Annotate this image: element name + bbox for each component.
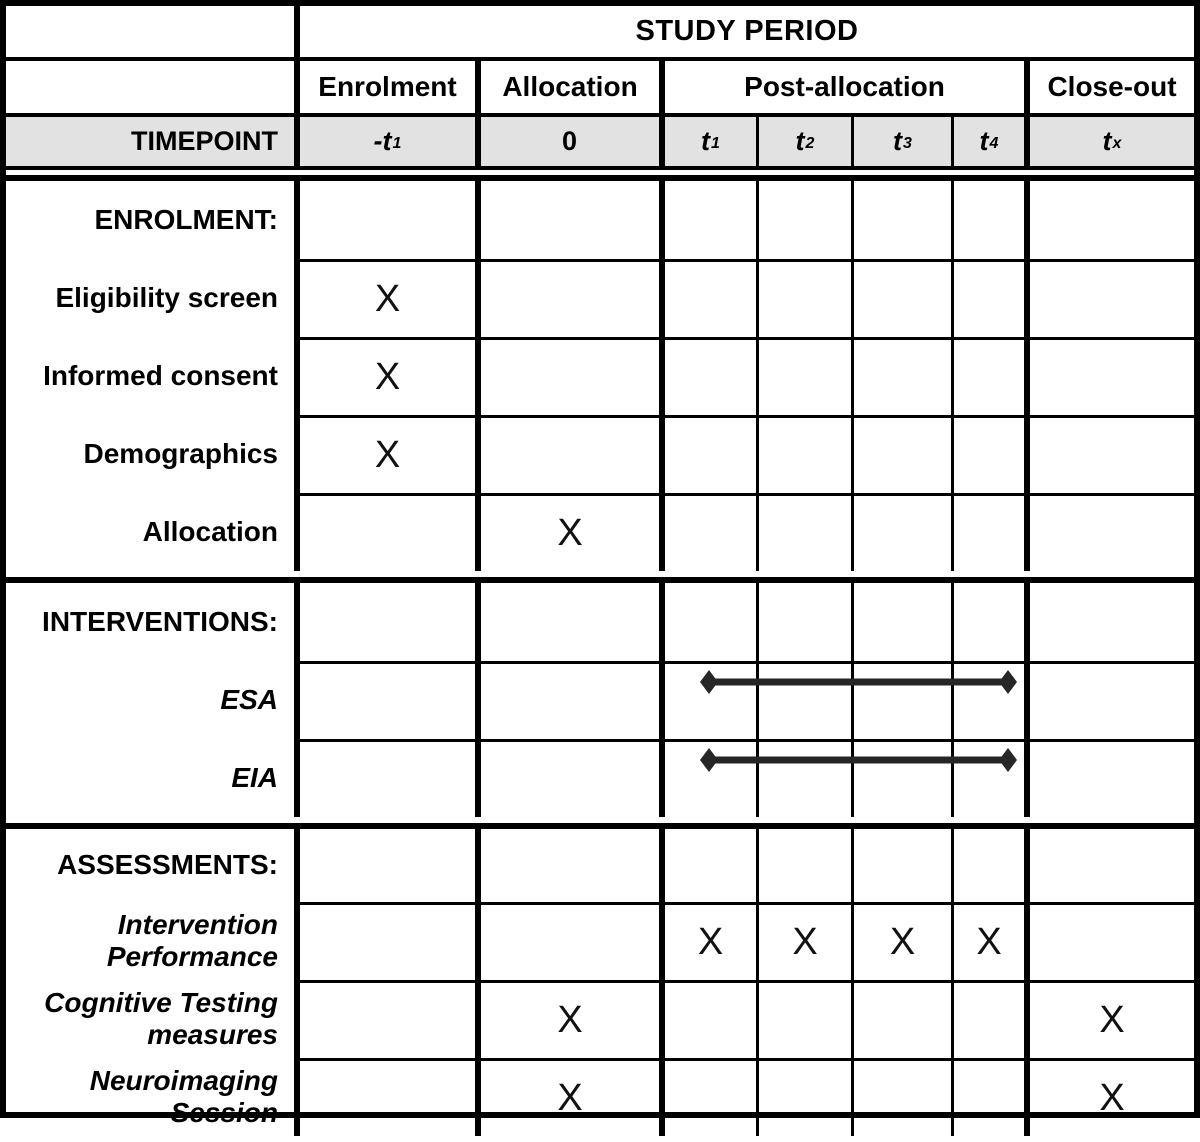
mark-cell [1024, 902, 1194, 980]
mark-cell [951, 337, 1024, 415]
mark-cell [951, 739, 1024, 817]
timepoint-band [6, 117, 1194, 170]
mark-cell [294, 493, 475, 571]
empty-cell [851, 829, 951, 902]
mark-cell [294, 902, 475, 980]
mark-cell [659, 337, 756, 415]
timepoint-tx: t x [1024, 117, 1194, 166]
mark-cell: X [1024, 1058, 1194, 1136]
mark-cell [951, 259, 1024, 337]
empty-cell [756, 181, 851, 259]
mark-cell [475, 337, 659, 415]
mark-cell: X [951, 902, 1024, 980]
row-label-cognitive-testing-measures: Cognitive Testing measures [44, 986, 278, 1050]
mark-cell: X [1024, 980, 1194, 1058]
mark-cell [756, 493, 851, 571]
mark-cell [756, 259, 851, 337]
mark-cell [659, 415, 756, 493]
empty-cell [951, 829, 1024, 902]
row-label-eia: EIA [231, 761, 278, 793]
section-header-interventions: INTERVENTIONS: [42, 605, 278, 637]
row-label-esa: ESA [220, 683, 278, 715]
mark-cell: X [475, 980, 659, 1058]
empty-cell [756, 829, 851, 902]
period-groups-band [6, 61, 1194, 117]
timepoint-zero: 0 [475, 117, 659, 166]
empty-cell [475, 181, 659, 259]
mark-cell [1024, 259, 1194, 337]
section-assessments [6, 823, 1194, 1142]
mark-cell [1024, 493, 1194, 571]
enrolment-label-column [6, 181, 294, 571]
timepoint-label: TIMEPOINT [6, 117, 294, 166]
mark-cell [851, 337, 951, 415]
mark-cell [475, 415, 659, 493]
group-post-allocation: Post-allocation [659, 61, 1024, 113]
empty-cell [659, 829, 756, 902]
empty-cell [475, 829, 659, 902]
mark-cell [475, 259, 659, 337]
mark-cell [951, 980, 1024, 1058]
row-label-eligibility-screen: Eligibility screen [55, 281, 278, 313]
empty-cell [294, 583, 475, 661]
top-left-empty-cell [6, 6, 294, 57]
timepoint-t2: t 2 [756, 117, 851, 166]
section-header-assessments: ASSESSMENTS: [57, 849, 278, 881]
mark-cell [851, 980, 951, 1058]
row-label-demographics: Demographics [83, 437, 278, 469]
mark-cell [851, 661, 951, 739]
group-close-out: Close-out [1024, 61, 1194, 113]
mark-cell [851, 415, 951, 493]
empty-cell [851, 583, 951, 661]
mark-cell [659, 493, 756, 571]
section-header-enrolment: ENROLMENT: [94, 203, 278, 235]
timepoint-t1: t 1 [659, 117, 756, 166]
empty-cell [851, 181, 951, 259]
mark-cell [756, 980, 851, 1058]
timepoint-t4: t 4 [951, 117, 1024, 166]
mark-cell [851, 493, 951, 571]
mark-cell: X [475, 1058, 659, 1136]
group-enrolment: Enrolment [294, 61, 475, 113]
empty-cell [294, 829, 475, 902]
mark-cell [294, 980, 475, 1058]
mark-cell [659, 980, 756, 1058]
mark-cell [1024, 337, 1194, 415]
mark-cell [659, 739, 756, 817]
empty-cell [951, 181, 1024, 259]
row-label-intervention-performance: Intervention Performance [106, 908, 278, 972]
section-enrolment [6, 175, 1194, 577]
mark-cell [756, 415, 851, 493]
mark-cell [756, 1058, 851, 1136]
section-interventions [6, 577, 1194, 823]
empty-cell [1024, 829, 1194, 902]
mark-cell [951, 1058, 1024, 1136]
empty-cell [951, 583, 1024, 661]
mark-cell: X [659, 902, 756, 980]
mark-cell: X [294, 337, 475, 415]
empty-cell [475, 583, 659, 661]
mark-cell [951, 493, 1024, 571]
empty-cell [294, 181, 475, 259]
mark-cell [756, 739, 851, 817]
mark-cell [756, 661, 851, 739]
study-period-header: STUDY PERIOD [294, 6, 1194, 57]
row-label-informed-consent: Informed consent [43, 359, 278, 391]
groups-empty-cell [6, 61, 294, 113]
mark-cell [475, 739, 659, 817]
mark-cell [294, 1058, 475, 1136]
empty-cell [659, 583, 756, 661]
mark-cell [659, 1058, 756, 1136]
mark-cell [951, 415, 1024, 493]
mark-cell [951, 661, 1024, 739]
mark-cell: X [294, 415, 475, 493]
mark-cell [294, 739, 475, 817]
empty-cell [1024, 181, 1194, 259]
mark-cell [851, 1058, 951, 1136]
mark-cell [294, 661, 475, 739]
empty-cell [1024, 583, 1194, 661]
mark-cell [659, 259, 756, 337]
study-period-band [6, 6, 1194, 61]
mark-cell: X [851, 902, 951, 980]
mark-cell [475, 902, 659, 980]
mark-cell: X [294, 259, 475, 337]
group-allocation: Allocation [475, 61, 659, 113]
timepoint-t3: t 3 [851, 117, 951, 166]
mark-cell: X [756, 902, 851, 980]
row-label-neuroimaging-session: Neuroimaging Session [89, 1064, 278, 1128]
mark-cell [659, 661, 756, 739]
mark-cell [851, 739, 951, 817]
mark-cell [1024, 661, 1194, 739]
assessments-label-column [6, 829, 294, 1136]
mark-cell [851, 259, 951, 337]
timepoint-minus-t1: -t 1 [294, 117, 475, 166]
mark-cell [756, 337, 851, 415]
mark-cell [1024, 415, 1194, 493]
empty-cell [756, 583, 851, 661]
mark-cell [475, 661, 659, 739]
row-label-allocation: Allocation [142, 515, 278, 547]
interventions-label-column [6, 583, 294, 817]
empty-cell [659, 181, 756, 259]
mark-cell [1024, 739, 1194, 817]
mark-cell: X [475, 493, 659, 571]
